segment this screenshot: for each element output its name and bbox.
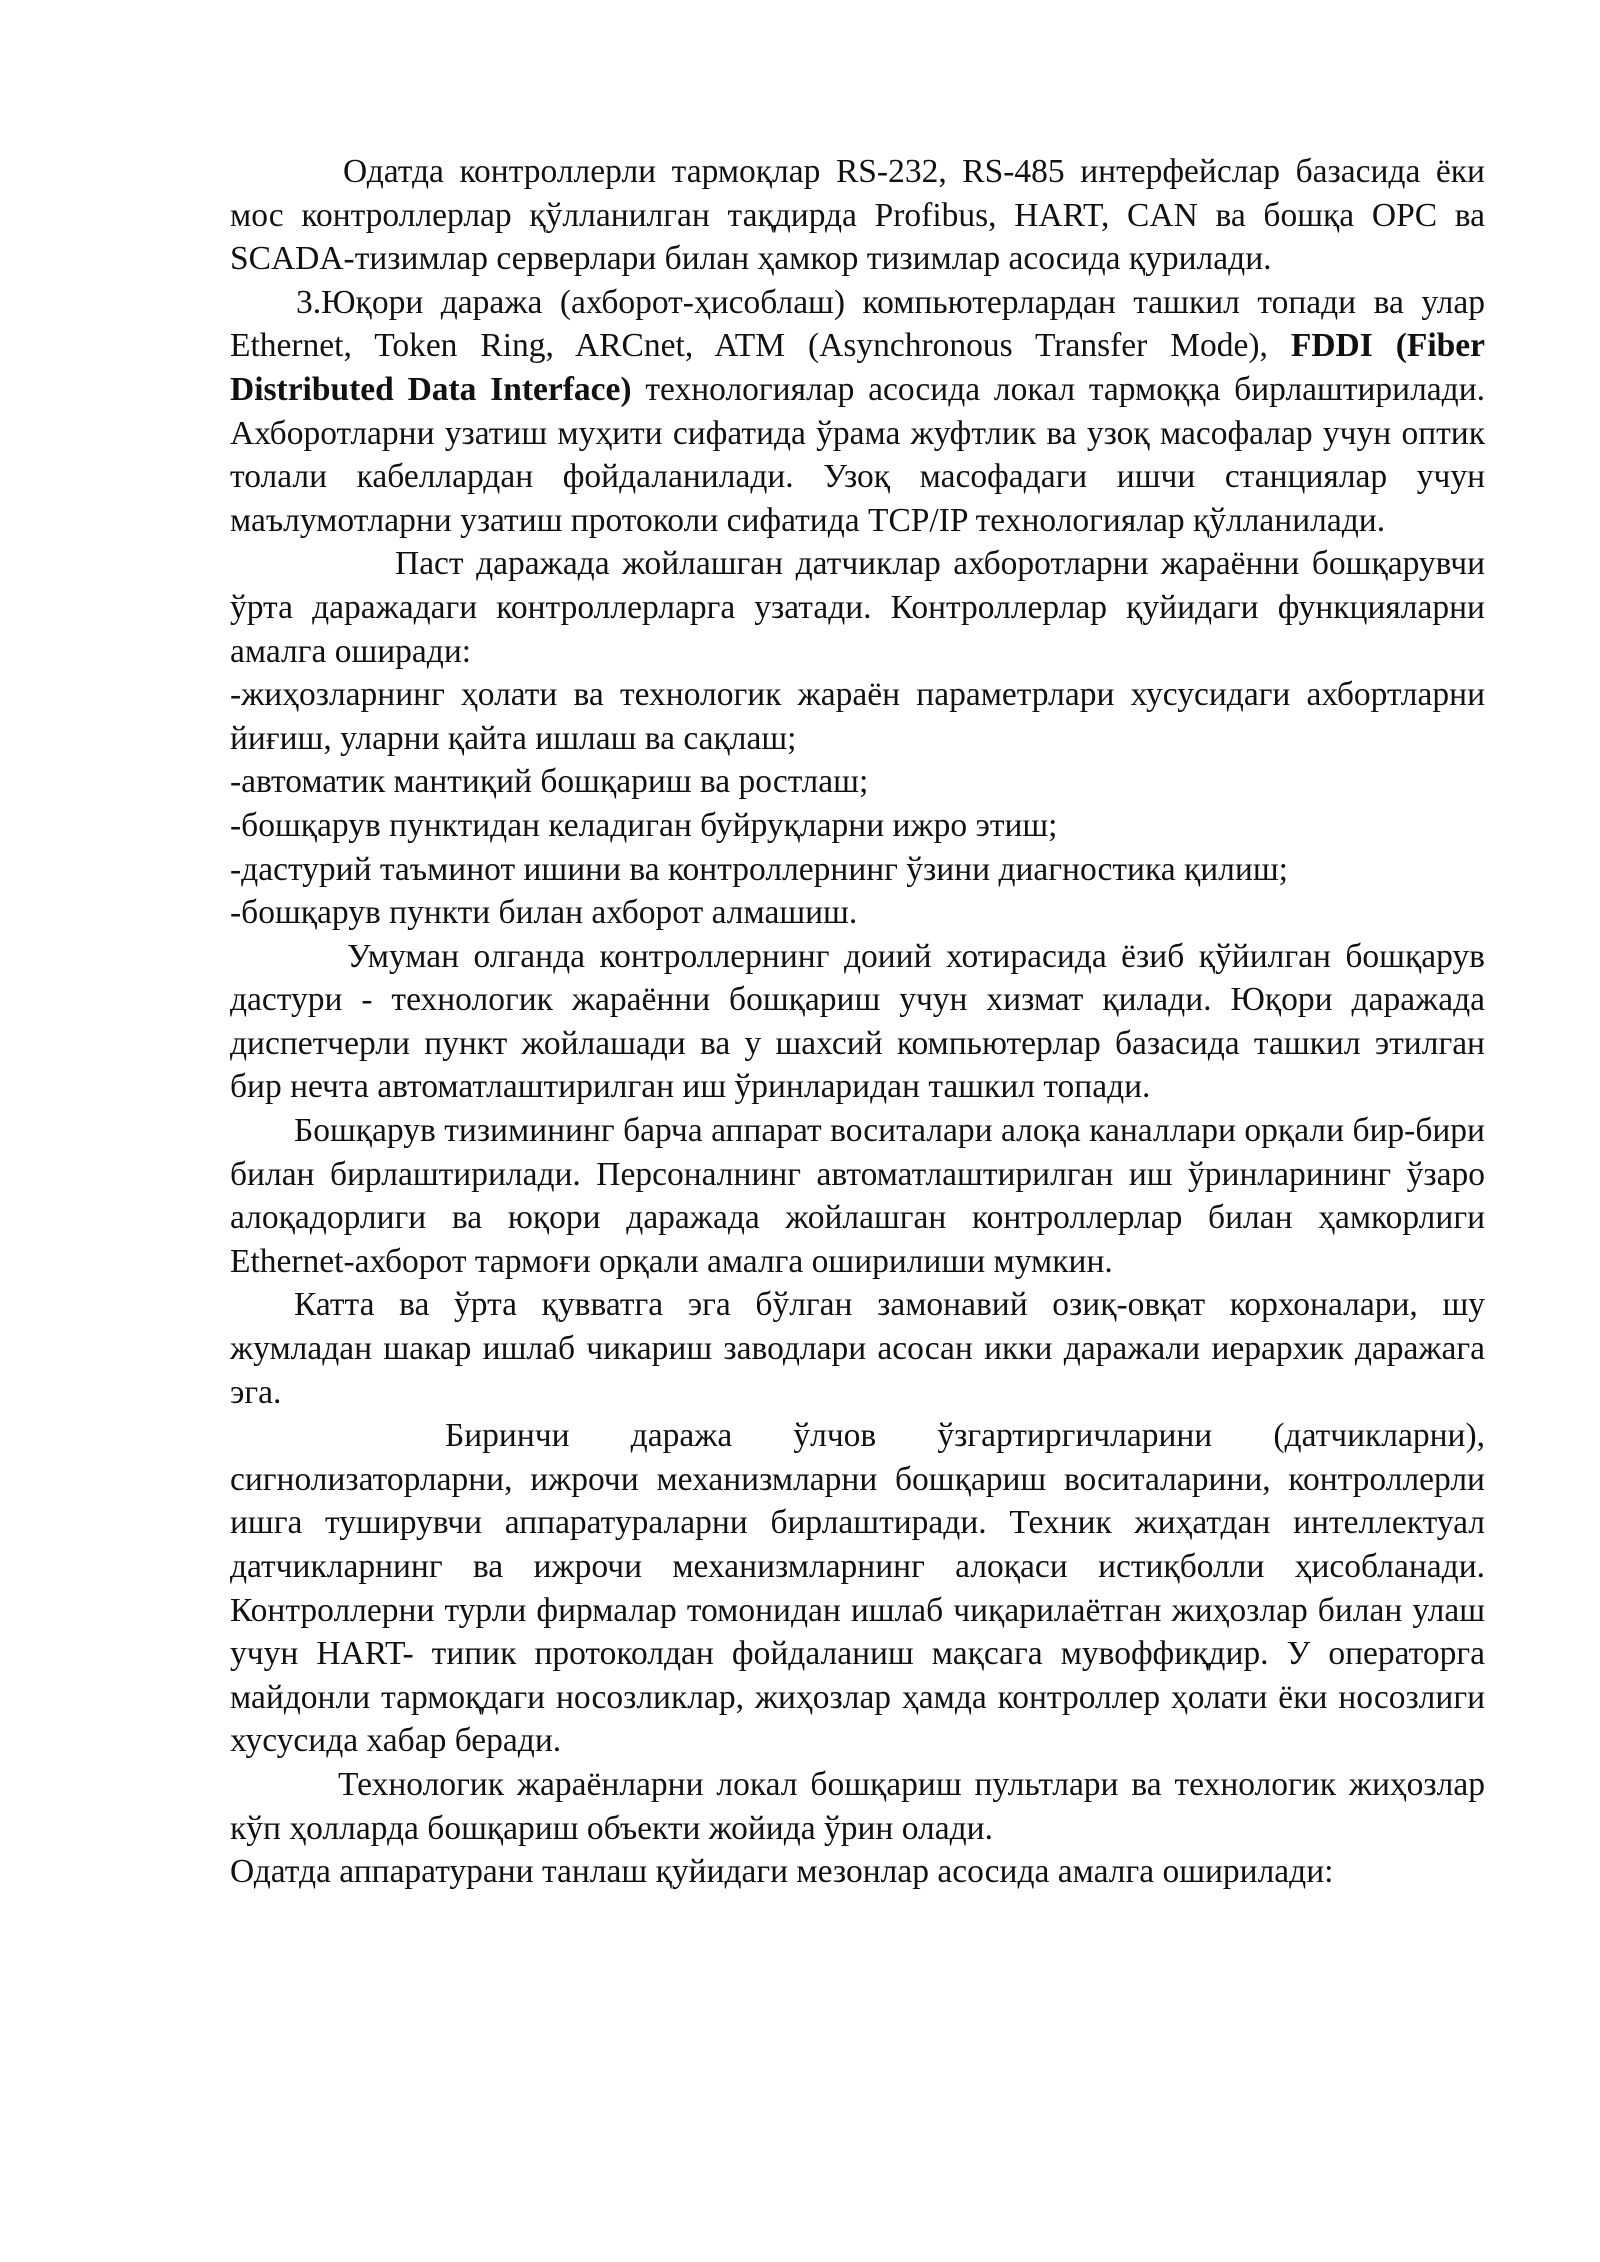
document-page (230, 150, 1485, 1894)
fddi-bold-text: FDDI (Fiber Distributed Data Interface) (230, 327, 1486, 408)
paragraph-hardware-links: Бошқарув тизимининг барча аппарат воситалари алоқа каналлари орқали бир-бири билан бирлаштирилади. Персоналнинг автоматлаштирилган иш ўринларининг ўзаро алоқадорлиги ва юқори даражада жойлашган контроллерлар билан ҳамкорлиги Ethernet-ахборот тармоғи орқали амалга оширилиши мумкин. (230, 1112, 1485, 1280)
list-item-data-collection: -жиҳозларнинг ҳолати ва технологик жараён параметрлари хусусидаги ахбортларни йиғиш, уларни қайта ишлаш ва сақлаш; (230, 676, 1485, 757)
paragraph-local-control: Технологик жараёнларни локал бошқариш пультлари ва технологик жиҳозлар кўп ҳолларда бошқариш объекти жойида ўрин олади. (230, 1765, 1485, 1847)
paragraph-first-level: Биринчи даража ўлчов ўзгартиргичларини (датчикларни), сигнолизаторларни, ижрочи механизмларни бошқариш воситаларини, контроллерли ишга туширувчи аппаратураларни бирлаштиради. Техник жиҳатдан интеллектуал датчикларнинг ва ижрочи механизмларнинг алоқаси истиқболли ҳисобланади. Контроллерни турли фирмалар томонидан ишлаб чиқарилаётган жиҳозлар билан улаш учун HART- типик протоколдан фойдаланиш мақсага мувоффиқдир. У операторга майдонли тармоқдаги носозликлар, жиҳозлар ҳамда контроллер ҳолати ёки носозлиги хусусида хабар беради. (230, 1417, 1485, 1760)
paragraph-control-program: Умуман олганда контроллернинг доиий хотирасида ёзиб қўйилган бошқарув дастури - технологик жараённи бошқариш учун хизмат қилади. Юқори даражада диспетчерли пункт жойлашади ва у шахсий компьютерлар базасида ташкил этилган бир нечта автоматлаштирилган иш ўринларидан ташкил топади. (230, 937, 1485, 1106)
paragraph-food-enterprises: Катта ва ўрта қувватга эга бўлган замонавий озиқ-овқат корхоналари, шу жумладан шакар ишлаб чикариш заводлари асосан икки даражали иерархик даражага эга. (230, 1286, 1485, 1411)
list-item-info-exchange: -бошқарув пункти билан ахборот алмашиш. (230, 894, 858, 932)
upper-level-text-end: технологиялар асосида локал тармоққа бирлаштирилади. Ахборотларни узатиш муҳити сифатида ўрама жуфтлик ва узоқ масофалар учун оптик толали кабеллардан фойдаланилади. Узоқ масофадаги ишчи станциялар учун маълумотларни узатиш протоколи сифатида TCP/IP технологиялар қўлланилади. (230, 370, 1486, 539)
paragraph-selection-criteria: Одатда аппаратурани танлаш қуйидаги мезонлар асосида амалга оширилади: (230, 1853, 1334, 1891)
paragraph-upper-level (230, 281, 1485, 543)
upper-level-text-start: 3.Юқори даража (ахборот-ҳисоблаш) компьютерлардан ташкил топади ва улар Ethernet, Token Ring, ARCnet, ATM (Asynchronous Transfer Mode), (230, 283, 1485, 365)
list-item-commands: -бошқарув пунктидан келадиган буйруқларни ижро этиш; (230, 806, 1058, 844)
paragraph-lower-level: Паст даражада жойлашган датчиклар ахборотларни жараённи бошқарувчи ўрта даражадаги контроллерларга узатади. Контроллерлар қуйидаги функцияларни амалга оширади: (230, 545, 1485, 670)
list-item-auto-control: -автоматик мантиқий бошқариш ва ростлаш; (230, 763, 869, 801)
list-item-diagnostics: -дастурий таъминот ишини ва контроллернинг ўзини диагностика қилиш; (230, 850, 1288, 888)
paragraph-controller-networks: Одатда контроллерли тармоқлар RS-232, RS-485 интерфейслар базасида ёки мос контроллерлар қўлланилган тақдирда Profibus, HART, CAN ва бошқа OPC ва SCADA-тизимлар серверлари билан ҳамкор тизимлар асосида қурилади. (230, 153, 1485, 278)
